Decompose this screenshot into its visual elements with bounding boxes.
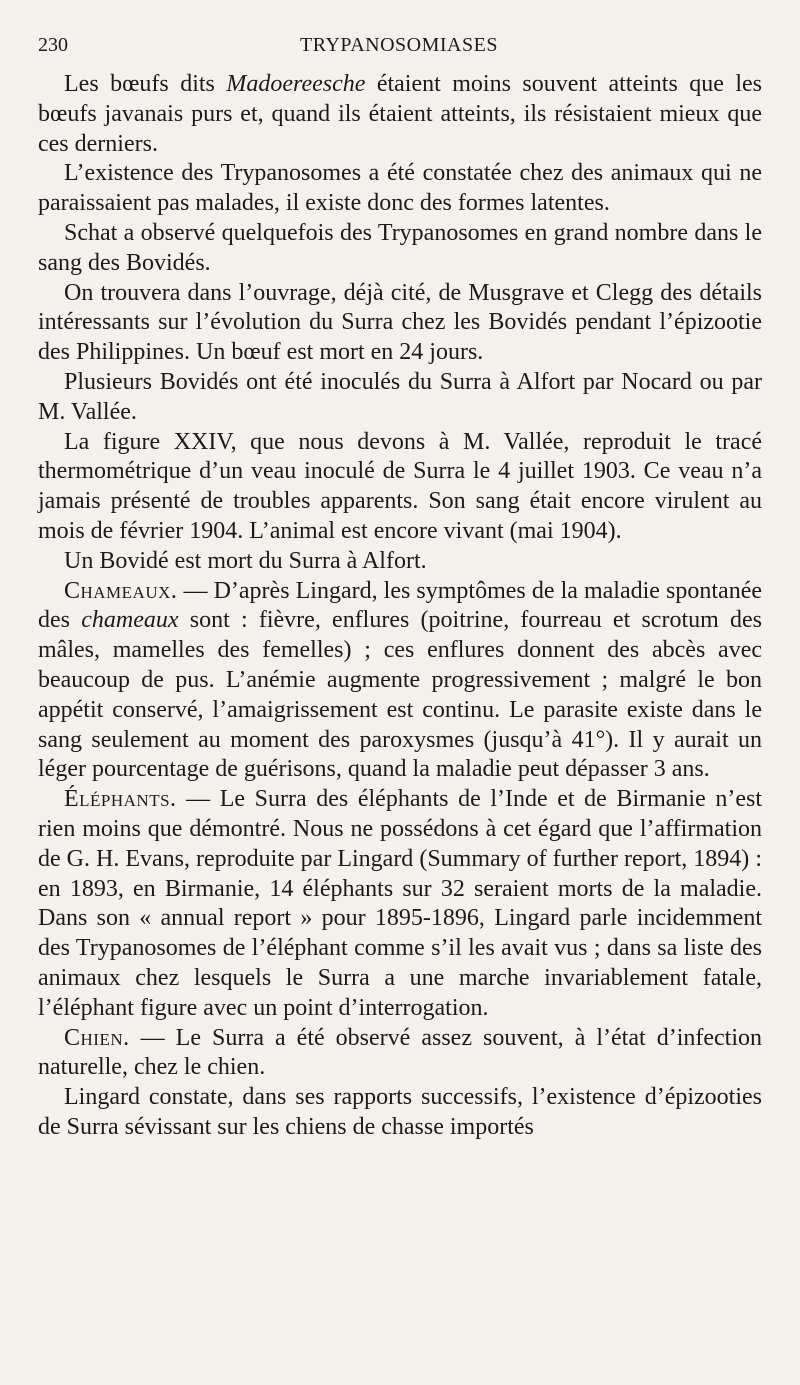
paragraph-musgrave-clegg: On trouvera dans l’ouvrage, déjà cité, de Musgrave et Clegg des détails intéressants sur l’évolution du Surra chez les Bovidés pendant l’épizootie des Philippines. Un bœuf est mort en 24 jours.: [38, 279, 762, 366]
page-number: 230: [38, 34, 68, 56]
section-heading-chien: Chien.: [64, 1024, 130, 1051]
italic-term: chameaux: [81, 607, 179, 634]
paragraph-chameaux: [38, 577, 762, 786]
paragraph-alfort-inoculation: Plusieurs Bovidés ont été inoculés du Surra à Alfort par Nocard ou par M. Vallée.: [38, 368, 762, 425]
paragraph-text: — D’après Lingard, les symptômes de la maladie spontanée des: [38, 577, 762, 634]
paragraph-bovide-death: Un Bovidé est mort du Surra à Alfort.: [64, 547, 427, 574]
paragraph-chien: [38, 1024, 762, 1084]
section-heading-chameaux: Chameaux.: [64, 577, 178, 604]
paragraph-text: étaient moins souvent atteints que les bœufs javanais purs et, quand ils étaient atteints, ils résistaient mieux que ces derniers.: [38, 71, 762, 157]
paragraph-schat: Schat a observé quelquefois des Trypanosomes en grand nombre dans le sang des Bovidés.: [38, 219, 762, 276]
paragraph-text: sont : fièvre, enflures (poitrine, fourreau et scrotum des mâles, mamelles des femelles) ; ces enflures donnent des abcès avec beaucoup de pus. L’anémie augmente progressivement ; malgré le bon appétit conservé, l’amaigrissement est continu. Le parasite existe dans le sang seulement au moment des paroxysmes (jusqu’à 41°). Il y aurait un léger pourcentage de guérisons, quand la maladie peut dépasser 3 ans.: [38, 607, 762, 783]
paragraph-text: — Le Surra a été observé assez souvent, à l’état d’infection naturelle, chez le chien.: [38, 1024, 762, 1081]
running-title: TRYPANOSOMIASES: [300, 34, 498, 56]
paragraph-latent-forms: L’existence des Trypanosomes a été constatée chez des animaux qui ne paraissaient pas malades, il existe donc des formes latentes.: [38, 160, 762, 217]
paragraph-elephants: [38, 785, 762, 1023]
paragraph-figure-xxiv: La figure XXIV, que nous devons à M. Vallée, reproduit le tracé thermométrique d’un veau inoculé de Surra le 4 juillet 1903. Ce veau n’a jamais présenté de troubles apparents. Son sang était encore virulent au mois de février 1904. L’animal est encore vivant (mai 1904).: [38, 428, 762, 544]
paragraph-madoereesche: [38, 70, 762, 159]
body-text: [38, 70, 762, 1143]
section-heading-elephants: Éléphants.: [64, 786, 177, 813]
paragraph-text: — Le Surra des éléphants de l’Inde et de Birmanie n’est rien moins que démontré. Nous ne possédons à cet égard que l’affirmation de G. H. Evans, reproduite par Lingard (Summary of further report, 1894) : en 1893, en Birmanie, 14 éléphants sur 32 seraient morts de la maladie. Dans son « annual report » pour 1895-1896, Lingard parle incidemment des Trypanosomes de l’éléphant comme s’il les avait vus ; dans sa liste des animaux chez lesquels le Surra a une marche invariablement fatale, l’éléphant figure avec un point d’interrogation.: [38, 786, 762, 1021]
paragraph-lingard-dogs: Lingard constate, dans ses rapports successifs, l’existence d’épizooties de Surra sévissant sur les chiens de chasse importés: [38, 1084, 762, 1140]
italic-term: Madoereesche: [226, 71, 366, 97]
paragraph-text: Les bœufs dits: [64, 71, 227, 97]
running-head: [38, 34, 760, 62]
